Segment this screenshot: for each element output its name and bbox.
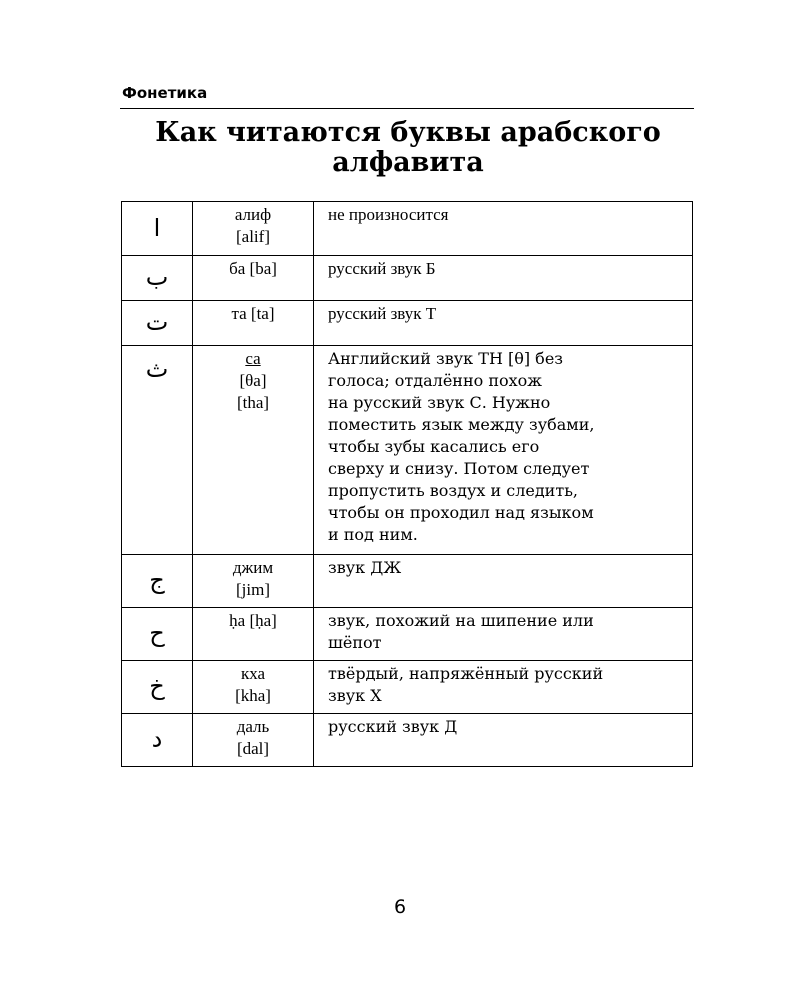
letter-description — [314, 202, 693, 256]
letter-name — [193, 555, 314, 608]
letter-name-line: даль — [236, 717, 270, 736]
description-line: не произносится — [328, 205, 449, 224]
letter-name-line: [kha] — [235, 686, 271, 705]
alphabet-table — [121, 201, 693, 767]
description-line: сверху и снизу. Потом следует — [328, 459, 590, 478]
arabic-letter: ا — [122, 202, 193, 256]
letter-name-line: ба [ba] — [229, 259, 277, 278]
letter-name — [193, 202, 314, 256]
letter-name-line: джим — [232, 558, 274, 577]
page-title — [122, 118, 694, 178]
letter-description — [314, 661, 693, 714]
arabic-letter: خ — [122, 661, 193, 714]
table-row — [122, 555, 693, 608]
letter-name-line: ḥa [ḥa] — [229, 611, 277, 630]
description-line: звук Х — [328, 686, 382, 705]
description-line: голоса; отдалённо похож — [328, 371, 543, 390]
letter-description — [314, 608, 693, 661]
page-title-line-2: алфавита — [332, 147, 484, 178]
arabic-letter: ج — [122, 555, 193, 608]
letter-name-line: [alif] — [236, 227, 270, 246]
description-line: поместить язык между зубами, — [328, 415, 595, 434]
table-row — [122, 202, 693, 256]
table-row — [122, 661, 693, 714]
description-line: Английский звук TH [θ] без — [328, 349, 564, 368]
arabic-letter: ث — [122, 346, 193, 555]
description-line: шёпот — [328, 633, 382, 652]
description-line: русский звук Т — [328, 304, 437, 323]
letter-name — [193, 301, 314, 346]
table-row — [122, 346, 693, 555]
letter-name-line: [θa] — [239, 371, 267, 390]
description-line: чтобы он проходил над языком — [328, 503, 594, 522]
letter-name-line: алиф — [234, 205, 272, 224]
page-number: 6 — [393, 896, 407, 918]
page-title-line-1: Как читаются буквы арабского — [155, 117, 661, 148]
section-header: Фонетика — [122, 84, 208, 102]
description-line: русский звук Б — [328, 259, 436, 278]
letter-name — [193, 608, 314, 661]
letter-name-line: [tha] — [236, 393, 270, 412]
letter-name — [193, 714, 314, 767]
arabic-letter: ح — [122, 608, 193, 661]
description-line: русский звук Д — [328, 717, 458, 736]
letter-name-line: та [ta] — [231, 304, 275, 323]
description-line: твёрдый, напряжённый русский — [328, 664, 604, 683]
arabic-letter: د — [122, 714, 193, 767]
letter-name-line: [dal] — [236, 739, 270, 758]
table-row — [122, 256, 693, 301]
table-row — [122, 301, 693, 346]
letter-name-line: кха — [240, 664, 266, 683]
header-rule — [120, 108, 694, 109]
letter-description — [314, 346, 693, 555]
letter-name — [193, 346, 314, 555]
arabic-letter: ب — [122, 256, 193, 301]
table-row — [122, 608, 693, 661]
letter-description — [314, 301, 693, 346]
arabic-letter: ت — [122, 301, 193, 346]
letter-description — [314, 256, 693, 301]
letter-name-line: [jim] — [236, 580, 270, 599]
description-line: звук ДЖ — [328, 558, 402, 577]
letter-name-line: са — [245, 349, 261, 368]
description-line: звук, похожий на шипение или — [328, 611, 594, 630]
description-line: пропустить воздух и следить, — [328, 481, 578, 500]
table-row — [122, 714, 693, 767]
letter-description — [314, 714, 693, 767]
letter-description — [314, 555, 693, 608]
description-line: и под ним. — [328, 525, 418, 544]
letter-name — [193, 256, 314, 301]
description-line: на русский звук С. Нужно — [328, 393, 551, 412]
letter-name — [193, 661, 314, 714]
description-line: чтобы зубы касались его — [328, 437, 540, 456]
